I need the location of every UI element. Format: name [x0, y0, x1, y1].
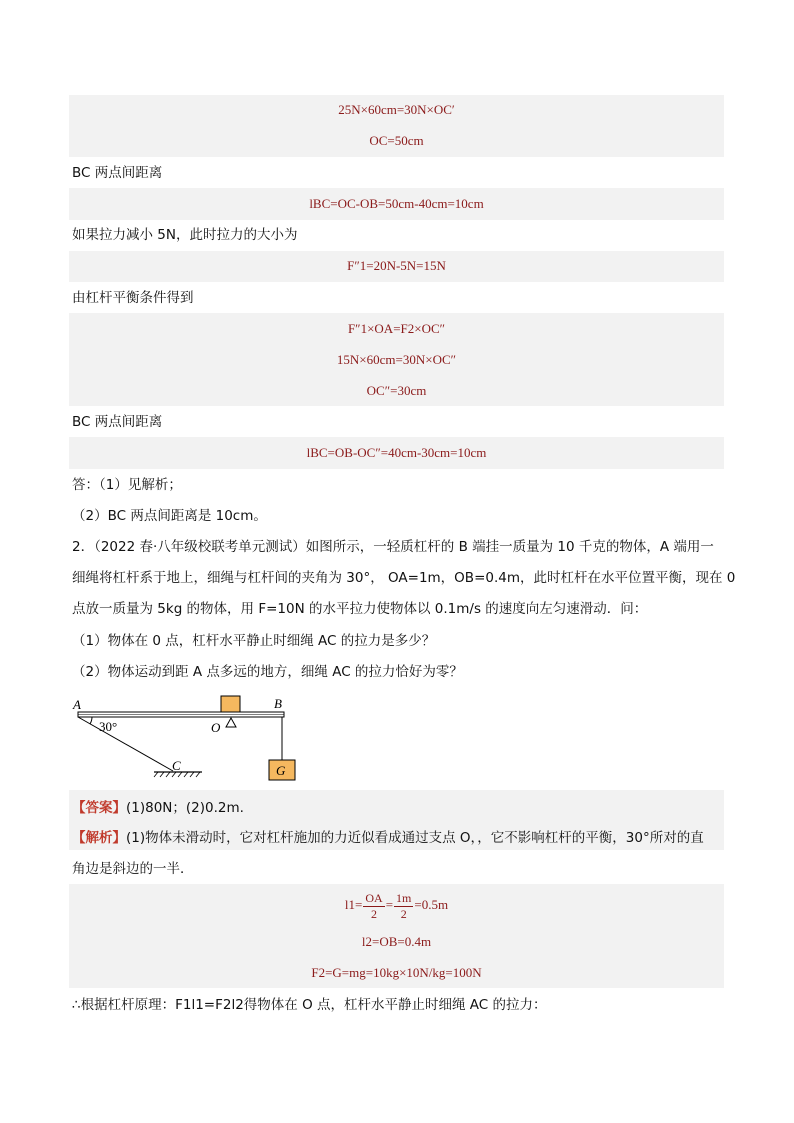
equation-6: 15N×60cm=30N×OC″ [336, 352, 457, 367]
frac2-den: 2 [400, 906, 407, 921]
block-at-o [221, 696, 240, 712]
label-c: C [172, 758, 181, 773]
equation-7: OC″=30cm [366, 383, 427, 398]
fraction-oa-over-2 [363, 891, 384, 922]
frac2-num: 1m [396, 890, 412, 905]
final-line: ∴根据杠杆原理：F1l1=F2l2得物体在 O 点，杠杆水平静止时细绳 AC 的拉力： [72, 997, 547, 1013]
fulcrum-icon [226, 718, 236, 727]
label-g: G [276, 763, 286, 778]
question-2-line-1: 2．（2022 春·八年级校联考单元测试）如图所示，一轻质杠杆的 B 端挂一质量为 10 千克的物体，A 端用一 [72, 539, 714, 555]
label-b: B [274, 696, 282, 711]
equation-3: lBC=OC-OB=50cm-40cm=10cm [309, 196, 484, 211]
frac1-den: 2 [371, 906, 378, 921]
bc-distance-label-1: BC 两点间距离 [72, 165, 163, 181]
label-a: A [73, 697, 81, 712]
answer-line-1: 答：（1）见解析； [72, 477, 182, 493]
frac1-num: OA [365, 890, 383, 905]
equation-1: 25N×60cm=30N×OC′ [338, 102, 455, 117]
fraction-lhs: l1= [344, 897, 363, 912]
equation-2: OC=50cm [369, 133, 424, 148]
analysis-line-1 [72, 829, 724, 847]
equation-9: l2=OB=0.4m [361, 934, 432, 949]
answer-tag: 【答案】 [72, 800, 126, 816]
question-2-line-2: 细绳将杠杆系于地上，细绳与杠杆间的夹角为 30°， OA=1m，OB=0.4m，此时杠杆在水平位置平衡，现在 0 [72, 570, 736, 586]
analysis-tag: 【解析】 [72, 830, 126, 846]
question-2-line-3: 点放一质量为 5kg 的物体，用 F=10N 的水平拉力使物体以 0.1m/s 的速度向左匀速滑动．问： [72, 601, 648, 617]
fraction-1m-over-2 [394, 891, 413, 922]
balance-condition-line: 由杠杆平衡条件得到 [72, 290, 194, 306]
question-2-sub-2: （2）物体运动到距 A 点多远的地方，细绳 AC 的拉力恰好为零？ [72, 664, 463, 680]
question-2-sub-1: （1）物体在 0 点，杠杆水平静止时细绳 AC 的拉力是多少？ [72, 633, 436, 649]
analysis-line-2: 角边是斜边的一半． [72, 861, 194, 877]
label-o: O [211, 720, 221, 735]
answer-text: (1)80N；(2)0.2m. [126, 800, 244, 816]
equation-4: F″1=20N-5N=15N [347, 258, 446, 273]
answer-line-2: （2）BC 两点间距离是 10cm。 [72, 508, 267, 524]
equation-8: lBC=OB-OC″=40cm-30cm=10cm [306, 445, 487, 460]
fraction-rhs: =0.5m [414, 897, 449, 912]
equation-10: F2=G=mg=10kg×10N/kg=100N [311, 965, 482, 980]
reduce-force-line: 如果拉力减小 5N，此时拉力的大小为 [72, 227, 298, 243]
answer-line [72, 799, 724, 817]
equation-5: F″1×OA=F2×OC″ [347, 321, 446, 336]
bc-distance-label-2: BC 两点间距离 [72, 414, 163, 430]
fraction-equation: l1= $\frac{OA}{2}$ = $\frac{1m}{2}$ =0.5m [344, 890, 449, 921]
angle-label: 30° [99, 719, 118, 734]
lever-figure [70, 694, 310, 786]
analysis-text-1: (1)物体未滑动时，它对杠杆施加的力近似看成通过支点 O，，它不影响杠杆的平衡，30°所对的直 [126, 830, 704, 846]
